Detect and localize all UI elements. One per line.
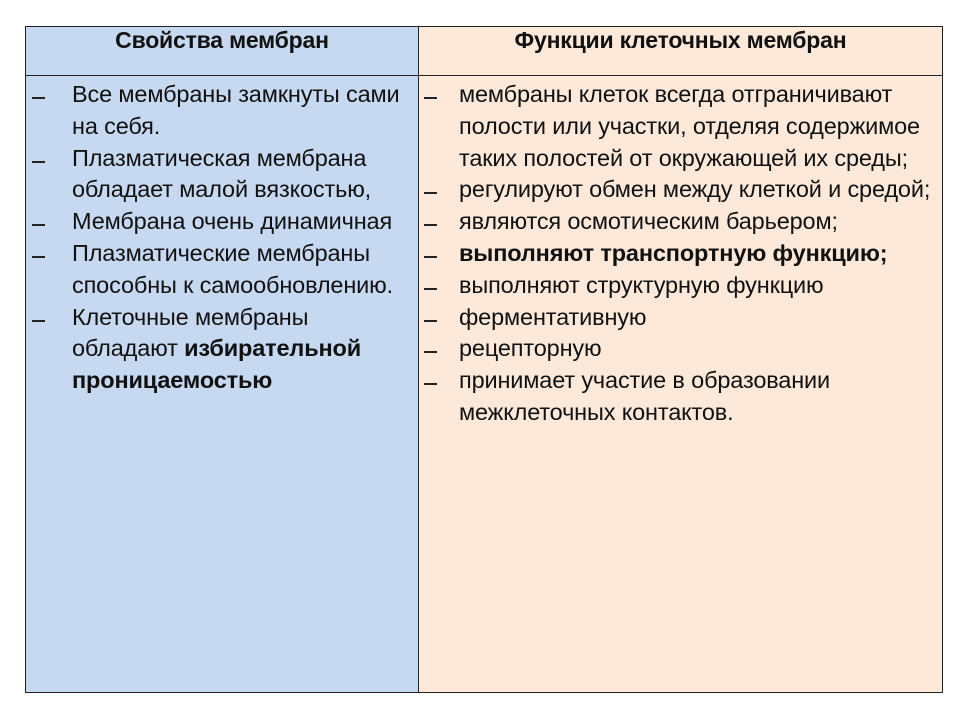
property-item-text: Плазматическая мембрана обладает малой вязкостью, <box>72 144 372 203</box>
dash-bullet-icon <box>424 351 437 353</box>
property-item-text: Клеточные мембраны обладают <box>72 303 309 362</box>
dash-bullet-icon <box>424 97 437 99</box>
properties-cell <box>26 76 419 693</box>
dash-bullet-icon <box>424 224 437 226</box>
header-row <box>26 27 943 76</box>
dash-bullet-icon <box>32 256 45 258</box>
property-item-bold-text: избирательной проницаемостью <box>72 335 362 394</box>
dash-bullet-icon <box>424 288 437 290</box>
properties-list <box>26 76 418 397</box>
property-item <box>72 238 414 302</box>
dash-bullet-icon <box>424 320 437 322</box>
dash-bullet-icon <box>32 224 45 226</box>
functions-list <box>419 76 942 429</box>
function-item-text: принимает участие в образовании межклеточных контактов. <box>459 367 831 425</box>
function-item <box>459 302 938 334</box>
content-row <box>26 76 943 693</box>
function-item <box>459 238 938 270</box>
function-item <box>459 206 938 238</box>
function-item-text: рецепторную <box>459 335 602 362</box>
function-item-text: ферментативную <box>459 303 647 330</box>
property-item <box>72 79 414 143</box>
header-properties: Свойства мембран <box>26 27 419 76</box>
function-item-text: выполняют структурную функцию <box>459 271 824 298</box>
dash-bullet-icon <box>32 97 45 99</box>
function-item-text: мембраны клеток всегда отграничивают полости или участки, отделяя содержимое таких полостей от окружающей их среды; <box>459 81 920 171</box>
function-item <box>459 174 938 206</box>
property-item <box>72 302 414 397</box>
function-item <box>459 270 938 302</box>
dash-bullet-icon <box>424 256 437 258</box>
property-item-text: Мембрана очень динамичная <box>72 208 393 235</box>
property-item-text: Плазматические мембраны способны к самообновлению. <box>72 239 394 298</box>
membrane-comparison-table <box>25 26 943 693</box>
dash-bullet-icon <box>32 320 45 322</box>
function-item-text: регулируют обмен между клеткой и средой; <box>459 176 931 203</box>
dash-bullet-icon <box>424 383 437 385</box>
header-functions: Функции клеточных мембран <box>419 27 943 76</box>
functions-cell <box>419 76 943 693</box>
property-item <box>72 143 414 207</box>
function-item-bold-text: выполняют транспортную функцию; <box>459 239 888 266</box>
function-item <box>459 79 938 174</box>
function-item <box>459 365 938 429</box>
function-item <box>459 333 938 365</box>
property-item-text: Все мембраны замкнуты сами на себя. <box>72 81 400 139</box>
function-item-text: являются осмотическим барьером; <box>459 208 838 235</box>
property-item <box>72 206 414 238</box>
dash-bullet-icon <box>32 161 45 163</box>
dash-bullet-icon <box>424 192 437 194</box>
